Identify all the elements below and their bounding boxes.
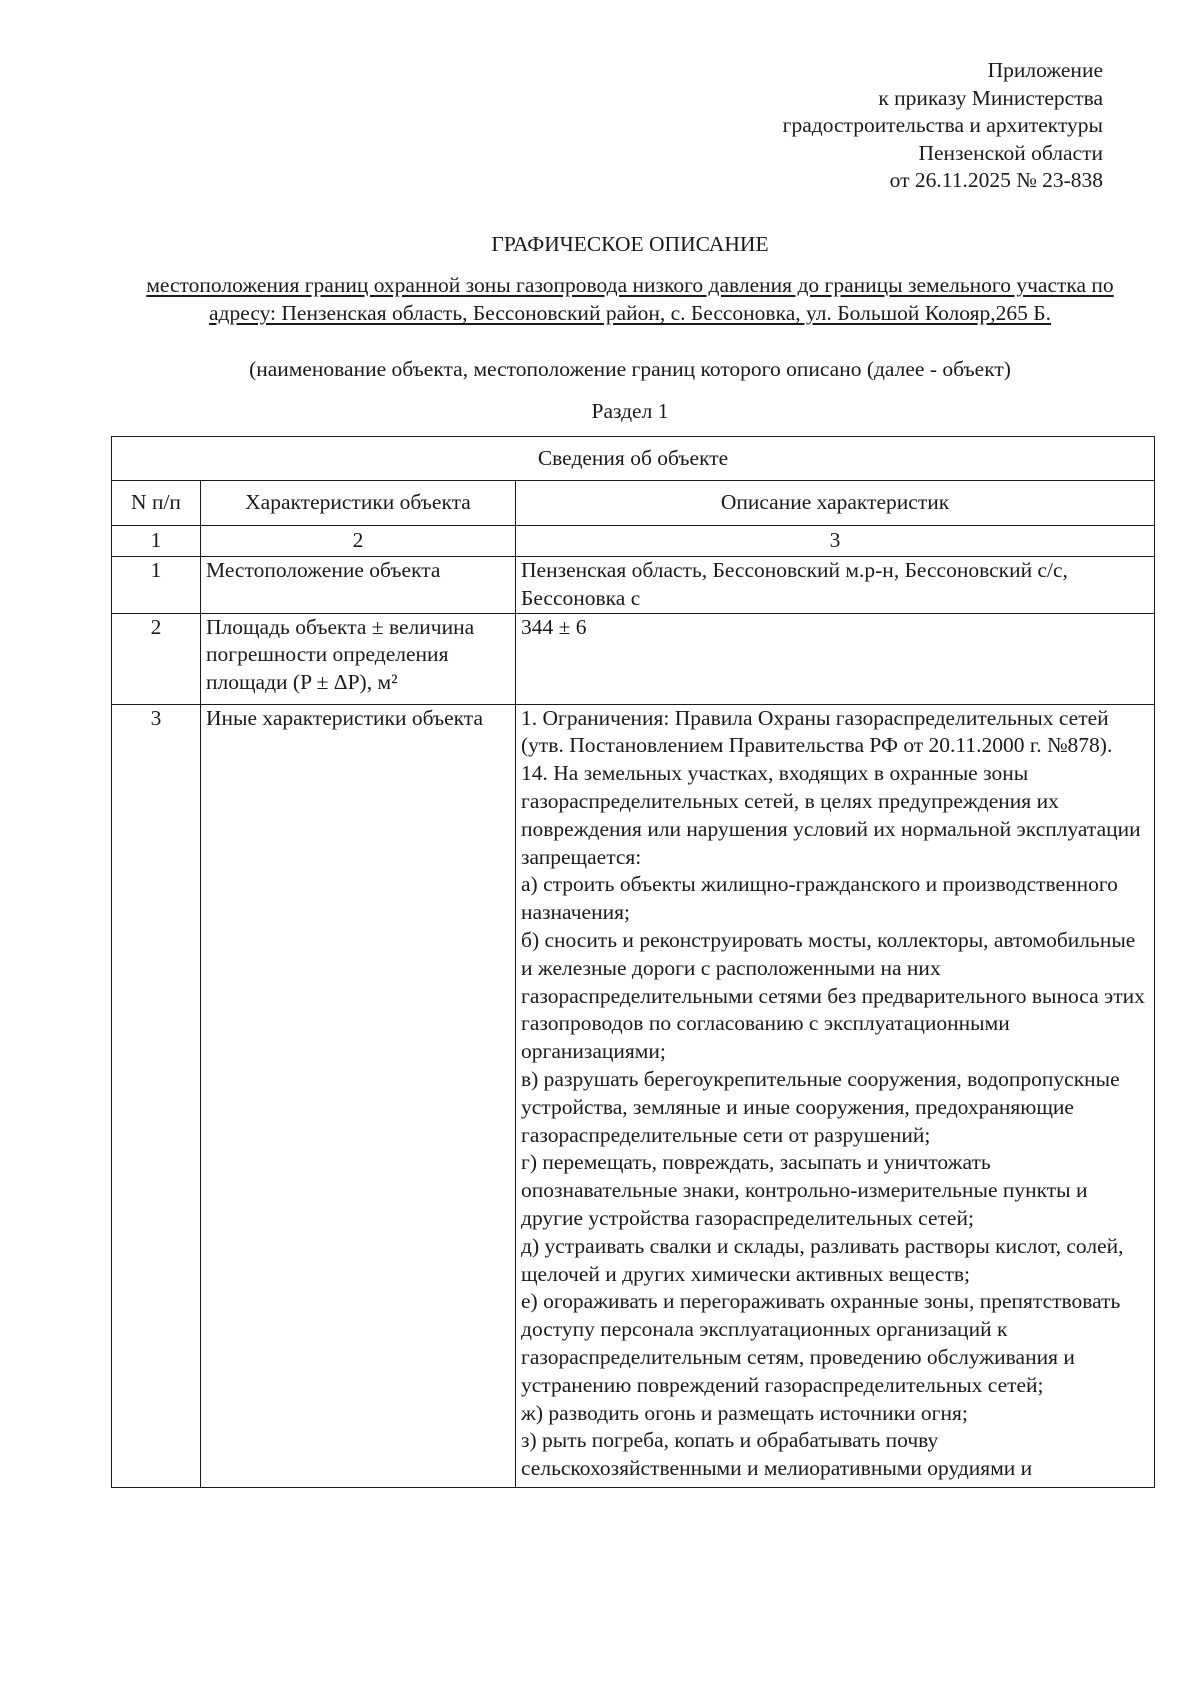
table-caption: Сведения об объекте xyxy=(112,437,1155,481)
row-description: Пензенская область, Бессоновский м.р-н, Бессоновский с/с, Бессоновка с xyxy=(516,557,1155,614)
row-characteristic: Иные характеристики объекта xyxy=(201,704,516,1487)
row-number: 3 xyxy=(112,704,201,1487)
appendix-line: Приложение xyxy=(987,58,1103,82)
restriction-paragraph: а) строить объекты жилищно-гражданского и производственного назначения; xyxy=(521,872,1118,925)
column-number-row xyxy=(112,526,1155,557)
appendix-line: к приказу Министерства xyxy=(878,85,1103,110)
restriction-paragraph: г) перемещать, повреждать, засыпать и уничтожать опознавательные знаки, контрольно-измерительные пункты и другие устройства газораспределительных сетей; xyxy=(521,1150,1088,1230)
appendix-header xyxy=(783,57,1103,195)
appendix-line: Пензенской области xyxy=(918,140,1103,165)
row-description: 344 ± 6 xyxy=(516,613,1155,704)
restriction-paragraph: ж) разводить огонь и размещать источники огня; xyxy=(521,1400,968,1425)
appendix-line: градостроительства и архитектуры xyxy=(782,113,1103,137)
column-number: 2 xyxy=(201,526,516,557)
row-characteristic: Площадь объекта ± величина погрешности определения площади (P ± ΔP), м² xyxy=(201,613,516,704)
table-row xyxy=(112,557,1155,614)
restriction-paragraph: д) устраивать свалки и склады, разливать растворы кислот, солей, щелочей и других химически активных веществ; xyxy=(521,1233,1124,1286)
object-name-caption: (наименование объекта, местоположение границ которого описано (далее - объект) xyxy=(249,357,1011,381)
row-number: 2 xyxy=(112,613,201,704)
row-description xyxy=(516,704,1155,1487)
restriction-paragraph: 1. Ограничения: Правила Охраны газораспределительных сетей (утв. Постановлением Правительства РФ от 20.11.2000 г. №878). xyxy=(521,705,1113,758)
header-description: Описание характеристик xyxy=(516,481,1155,526)
restriction-paragraph: б) сносить и реконструировать мосты, коллекторы, автомобильные и железные дороги с расположенными на них газораспределительными сетями без предварительного выноса этих газопроводов по согласованию с эксплуатационными организациями; xyxy=(521,927,1145,1064)
object-info-table xyxy=(111,436,1155,1488)
row-characteristic: Местоположение объекта xyxy=(201,557,516,614)
table-row xyxy=(112,704,1155,1487)
object-name: местоположения границ охранной зоны газопровода низкого давления до границы земельного участка по адресу: Пензенская область, Бессоновский район, с. Бессоновка, ул. Большой Колояр,265 Б. xyxy=(146,273,1114,325)
table-header-row xyxy=(112,481,1155,526)
section-title: Раздел 1 xyxy=(591,399,669,423)
table-row xyxy=(112,613,1155,704)
header-number: N п/п xyxy=(112,481,201,526)
row-number: 1 xyxy=(112,557,201,614)
restriction-paragraph: е) огораживать и перегораживать охранные зоны, препятствовать доступу персонала эксплуатационных организаций к газораспределительным сетям, проведению обслуживания и устранению повреждений газораспределительных сетей; xyxy=(521,1289,1121,1397)
column-number: 3 xyxy=(516,526,1155,557)
appendix-order-date: от 26.11.2025 № 23-838 xyxy=(889,168,1103,192)
header-characteristic: Характеристики объекта xyxy=(201,481,516,526)
restriction-paragraph: в) разрушать берегоукрепительные сооружения, водопропускные устройства, земляные и иные сооружения, предохраняющие газораспределительные сети от разрушений; xyxy=(521,1066,1120,1147)
restriction-paragraph: з) рыть погреба, копать и обрабатывать почву сельскохозяйственными и мелиоративными орудиями и xyxy=(521,1428,1033,1481)
column-number: 1 xyxy=(112,526,201,557)
document-title: ГРАФИЧЕСКОЕ ОПИСАНИЕ xyxy=(491,232,769,256)
restriction-paragraph: 14. На земельных участках, входящих в охранные зоны газораспределительных сетей, в целях предупреждения их повреждения или нарушения условий их нормальной эксплуатации запрещается: xyxy=(521,761,1141,869)
